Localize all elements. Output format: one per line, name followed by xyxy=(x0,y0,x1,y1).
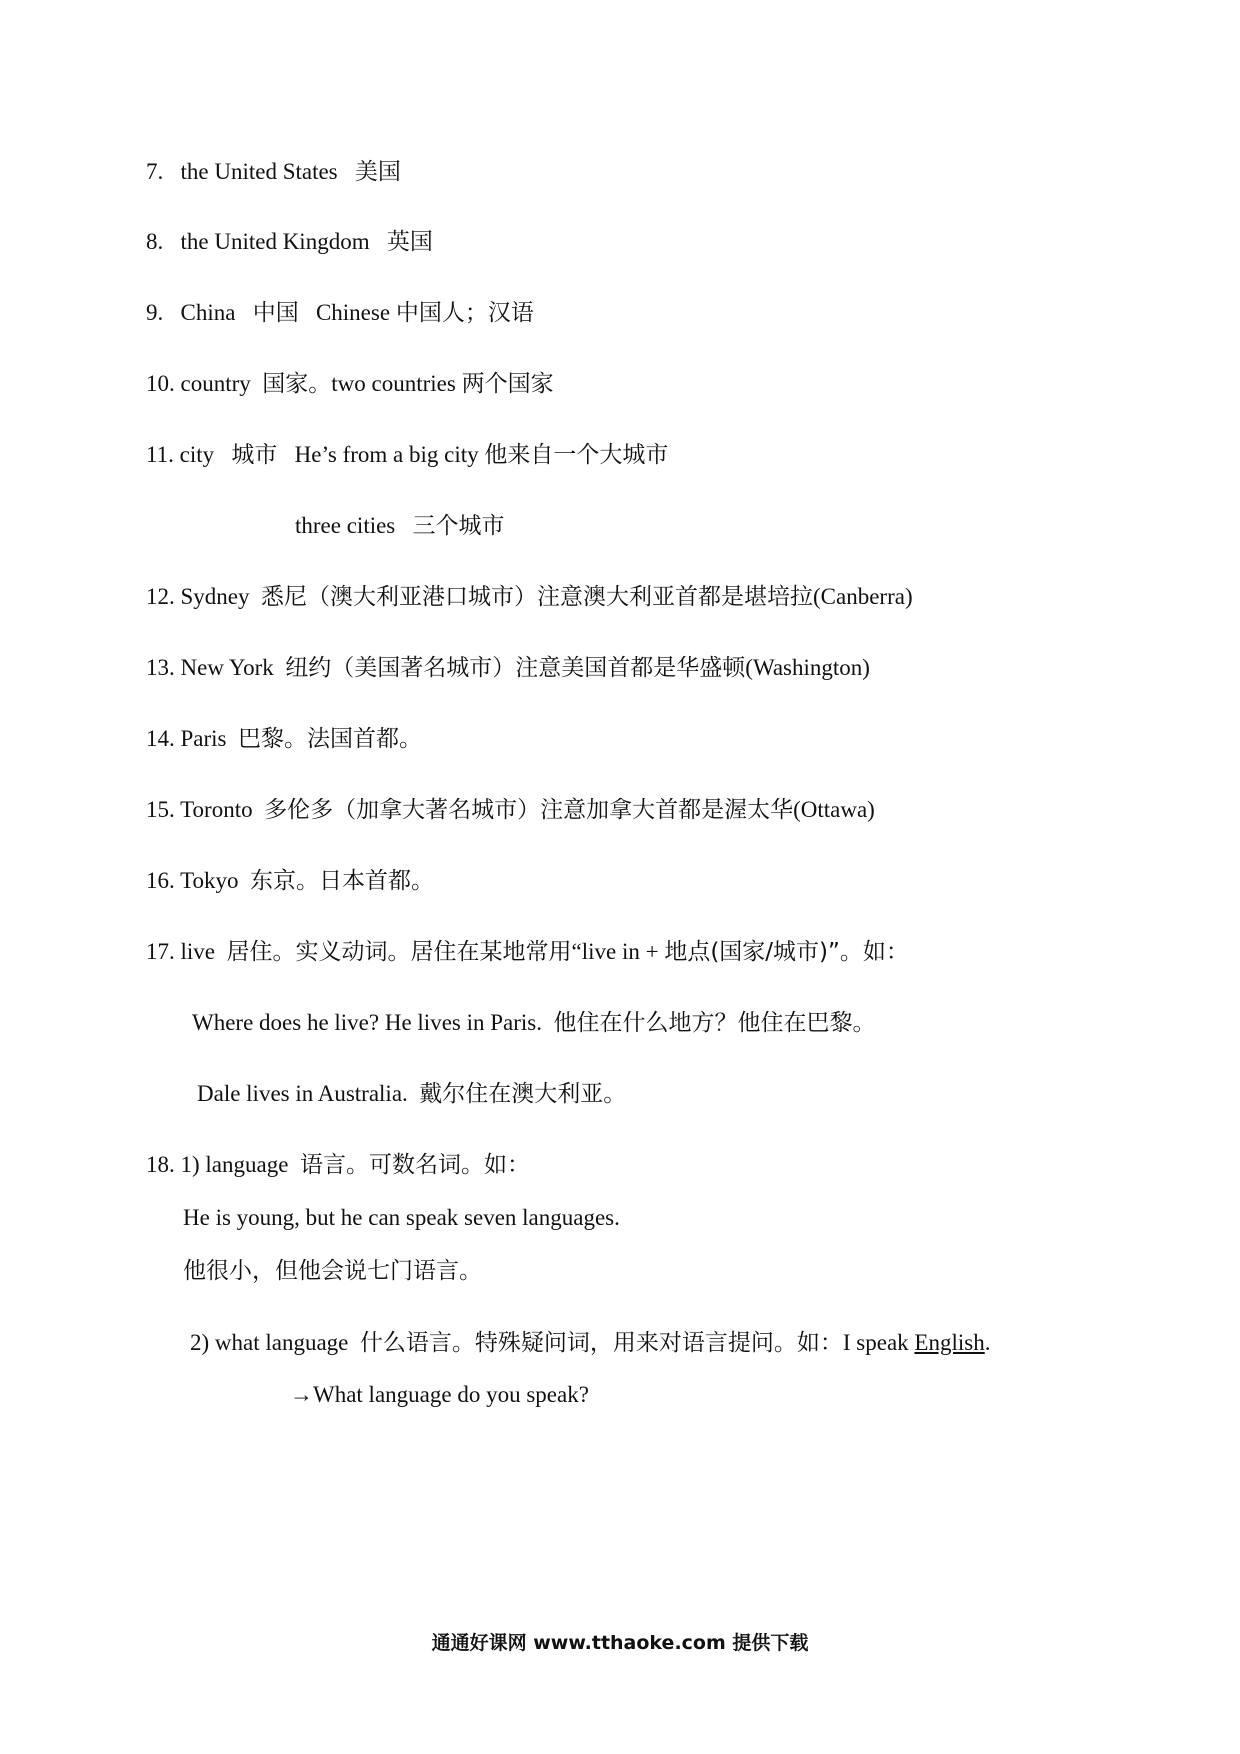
item-17 xyxy=(146,937,909,967)
item-number: 9. xyxy=(146,300,164,325)
item-11-sub xyxy=(295,511,505,541)
item-18-answer xyxy=(290,1380,589,1410)
example-chinese: 他很小，但他会说七门语言。 xyxy=(183,1258,482,1284)
item-english: New York xyxy=(180,655,274,680)
item-chinese: 中国 xyxy=(252,300,299,326)
item-english: the United States xyxy=(180,159,338,184)
example-english: Where does he live? He lives in Paris. xyxy=(192,1010,542,1035)
item-number: 12. xyxy=(146,584,175,609)
item-11 xyxy=(146,440,668,470)
item-chinese: 东京。日本首都。 xyxy=(250,868,435,894)
item-chinese: 巴黎。法国首都。 xyxy=(238,726,422,752)
item-english-2: (Canberra) xyxy=(813,584,913,609)
example-english: Dale lives in Australia. xyxy=(197,1081,408,1106)
item-7 xyxy=(146,157,401,187)
item-english-2: (Washington) xyxy=(745,655,870,680)
item-english: Toronto xyxy=(180,797,253,822)
item-english: Sydney xyxy=(180,584,250,609)
item-12 xyxy=(146,582,913,612)
item-number: 11. xyxy=(146,442,174,467)
part-1-label: 1) language xyxy=(180,1152,289,1177)
item-17-example-1 xyxy=(192,1008,876,1038)
item-8 xyxy=(146,227,433,257)
item-chinese-2: 中国人；汉语 xyxy=(395,300,534,326)
item-english-2: Chinese xyxy=(315,300,391,325)
item-number: 16. xyxy=(146,868,175,893)
item-sub-chinese: 三个城市 xyxy=(412,513,505,539)
item-english: Paris xyxy=(180,726,227,751)
item-english-2: two countries xyxy=(331,371,456,396)
item-chinese-2: 地点(国家/城市)”。如： xyxy=(664,939,909,965)
item-english: the United Kingdom xyxy=(180,229,370,254)
item-number: 17. xyxy=(146,939,175,964)
page-footer: 通通好课网 www.tthaoke.com 提供下载 xyxy=(431,1632,809,1654)
example-prefix: I speak xyxy=(842,1330,909,1355)
item-number: 8. xyxy=(146,229,164,254)
example-suffix: . xyxy=(984,1330,991,1355)
item-18 xyxy=(146,1150,530,1180)
item-english-2: He’s from a big city xyxy=(294,442,479,467)
item-chinese: 纽约（美国著名城市）注意美国首都是华盛顿 xyxy=(285,655,746,681)
item-chinese-2: 两个国家 xyxy=(461,371,554,397)
item-number: 13. xyxy=(146,655,175,680)
item-chinese: 悉尼（澳大利亚港口城市）注意澳大利亚首都是堪培拉 xyxy=(261,584,813,610)
example-chinese: 他住在什么地方？他住在巴黎。 xyxy=(553,1010,876,1036)
item-english: city xyxy=(179,442,215,467)
part-1-chinese: 语言。可数名词。如： xyxy=(299,1152,530,1178)
item-14 xyxy=(146,724,422,754)
item-english: Tokyo xyxy=(180,868,239,893)
item-9 xyxy=(146,298,534,328)
example-english: He is young, but he can speak seven languages. xyxy=(183,1205,620,1230)
item-english-2: “live in + xyxy=(571,939,659,964)
item-10 xyxy=(146,369,554,399)
item-17-example-2 xyxy=(197,1079,626,1109)
item-18-part-2 xyxy=(190,1328,990,1358)
item-number: 15. xyxy=(146,797,175,822)
item-number: 10. xyxy=(146,371,175,396)
item-18-example-english xyxy=(183,1203,620,1233)
item-chinese: 国家。 xyxy=(262,371,332,397)
item-english-2: (Ottawa) xyxy=(793,797,875,822)
item-18-example-chinese xyxy=(183,1256,482,1286)
item-chinese: 居住。实义动词。居住在某地常用 xyxy=(226,939,572,965)
item-chinese: 英国 xyxy=(386,229,433,255)
item-english: country xyxy=(180,371,251,396)
item-number: 14. xyxy=(146,726,175,751)
item-number: 7. xyxy=(146,159,164,184)
item-16 xyxy=(146,866,434,896)
part-2-chinese: 什么语言。特殊疑问词，用来对语言提问。如： xyxy=(359,1330,843,1356)
part-2-label: 2) what language xyxy=(190,1330,349,1355)
question-transform: →What language do you speak? xyxy=(290,1382,589,1407)
underlined-word: English xyxy=(914,1330,985,1355)
item-english: China xyxy=(180,300,236,325)
item-number: 18. xyxy=(146,1152,175,1177)
item-13 xyxy=(146,653,870,683)
item-english: live xyxy=(180,939,215,964)
item-chinese: 城市 xyxy=(231,442,278,468)
item-chinese-2: 他来自一个大城市 xyxy=(484,442,669,468)
example-chinese: 戴尔住在澳大利亚。 xyxy=(419,1081,627,1107)
item-chinese: 美国 xyxy=(354,159,401,185)
item-chinese: 多伦多（加拿大著名城市）注意加拿大首都是渥太华 xyxy=(264,797,794,823)
item-sub-english: three cities xyxy=(295,513,396,538)
item-15 xyxy=(146,795,875,825)
